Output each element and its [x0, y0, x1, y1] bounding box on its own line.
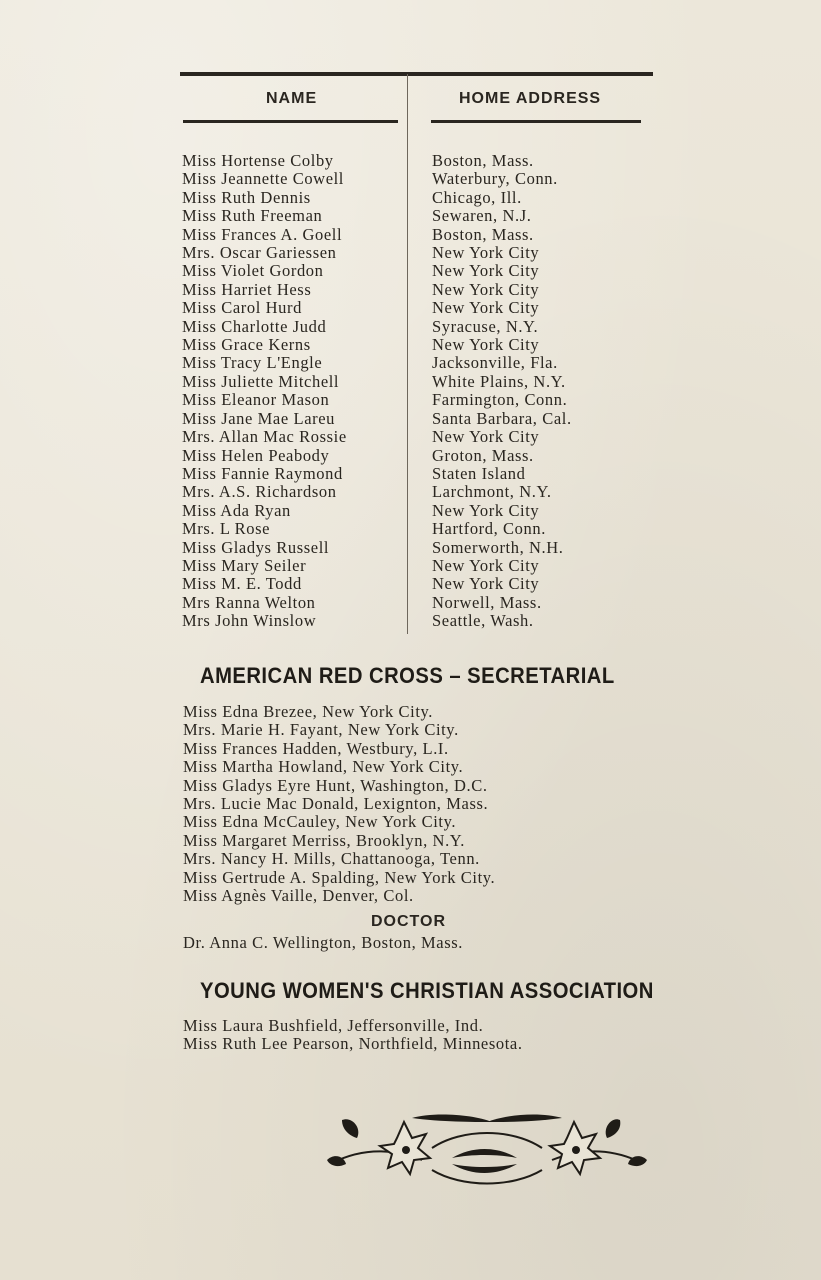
red-cross-member: Miss Edna Brezee, New York City.: [183, 702, 434, 721]
roster-name: Mrs. L Rose: [182, 519, 271, 539]
roster-address: Waterbury, Conn.: [432, 169, 558, 189]
roster-name: Mrs. Allan Mac Rossie: [182, 427, 347, 447]
roster-name: Miss Mary Seiler: [182, 555, 307, 575]
top-rule: [180, 72, 653, 76]
roster-name: Miss Jane Mae Lareu: [182, 408, 335, 428]
roster-address: Hartford, Conn.: [432, 519, 546, 539]
floral-ornament-icon: [322, 1108, 652, 1198]
column-divider: [407, 74, 408, 634]
ywca-member: Miss Ruth Lee Pearson, Northfield, Minnesota.: [183, 1034, 523, 1054]
roster-name: Miss Ruth Dennis: [182, 187, 311, 207]
red-cross-member: Miss Frances Hadden, Westbury, L.I.: [183, 738, 449, 758]
roster-address: New York City: [432, 243, 540, 263]
red-cross-member: Mrs. Lucie Mac Donald, Lexignton, Mass.: [183, 794, 489, 814]
roster-address: Chicago, Ill.: [432, 187, 522, 207]
roster-name: Miss Grace Kerns: [182, 335, 311, 355]
roster-name: Mrs Ranna Welton: [182, 592, 316, 612]
red-cross-member: Miss Margaret Merriss, Brooklyn, N.Y.: [183, 830, 465, 850]
roster-name: Miss Juliette Mitchell: [182, 371, 340, 391]
red-cross-member: Miss Gladys Eyre Hunt, Washington, D.C.: [183, 775, 488, 795]
roster-address: New York City: [432, 261, 540, 281]
roster-name: Miss Charlotte Judd: [182, 316, 327, 336]
red-cross-member: Mrs. Marie H. Fayant, New York City.: [183, 720, 459, 740]
roster-address: Norwell, Mass.: [432, 592, 542, 612]
doctor-heading: DOCTOR: [371, 913, 447, 930]
roster-name: Miss Gladys Russell: [182, 537, 330, 557]
name-header-underline: [183, 120, 398, 123]
roster-name: Miss Hortense Colby: [182, 151, 334, 170]
red-cross-member: Miss Edna McCauley, New York City.: [183, 812, 457, 832]
roster-name: Miss Ada Ryan: [182, 500, 291, 520]
red-cross-title: AMERICAN RED CROSS – SECRETARIAL: [200, 663, 615, 688]
roster-address: Boston, Mass.: [432, 151, 534, 170]
roster-address: Santa Barbara, Cal.: [432, 408, 572, 428]
roster-address: Seattle, Wash.: [432, 611, 534, 631]
roster-address: New York City: [432, 500, 540, 520]
roster-name: Miss Tracy L'Engle: [182, 353, 323, 373]
roster-address: New York City: [432, 298, 540, 318]
roster-address: Staten Island: [432, 463, 526, 483]
ywca-list: [183, 1017, 523, 1054]
names-column: [182, 152, 347, 631]
roster-address: White Plains, N.Y.: [432, 371, 566, 391]
roster-name: Miss Violet Gordon: [182, 261, 324, 281]
roster-name: Mrs John Winslow: [182, 611, 317, 631]
roster-address: New York City: [432, 574, 540, 594]
roster-name: Miss Harriet Hess: [182, 279, 312, 299]
roster-address: Sewaren, N.J.: [432, 206, 532, 226]
roster-name: Miss M. E. Todd: [182, 574, 302, 594]
ywca-title: YOUNG WOMEN'S CHRISTIAN ASSOCIATION: [200, 978, 654, 1003]
roster-address: Somerworth, N.H.: [432, 537, 564, 557]
roster-address: New York City: [432, 427, 540, 447]
roster-address: New York City: [432, 335, 540, 355]
doctor-entry: Dr. Anna C. Wellington, Boston, Mass.: [183, 933, 463, 952]
red-cross-member: Miss Martha Howland, New York City.: [183, 757, 464, 777]
roster-address: Groton, Mass.: [432, 445, 534, 465]
roster-name: Mrs. A.S. Richardson: [182, 482, 337, 502]
addresses-column: [432, 152, 572, 631]
roster-address: Larchmont, N.Y.: [432, 482, 552, 502]
roster-name: Miss Jeannette Cowell: [182, 169, 344, 189]
roster-address: New York City: [432, 279, 540, 299]
roster-name: Miss Eleanor Mason: [182, 390, 330, 410]
red-cross-member: Mrs. Nancy H. Mills, Chattanooga, Tenn.: [183, 849, 480, 869]
roster-address: Boston, Mass.: [432, 224, 534, 244]
roster-name: Mrs. Oscar Gariessen: [182, 243, 337, 263]
roster-address: New York City: [432, 555, 540, 575]
address-header-underline: [431, 120, 641, 123]
roster-address: Jacksonville, Fla.: [432, 353, 558, 373]
roster-name: Miss Carol Hurd: [182, 298, 302, 318]
ywca-member: Miss Laura Bushfield, Jeffersonville, Ind.: [183, 1016, 484, 1035]
name-column-header: NAME: [266, 90, 318, 107]
red-cross-member: Miss Agnès Vaille, Denver, Col.: [183, 886, 414, 906]
roster-address: Syracuse, N.Y.: [432, 316, 539, 336]
red-cross-member: Miss Gertrude A. Spalding, New York City.: [183, 867, 496, 887]
roster-name: Miss Fannie Raymond: [182, 463, 343, 483]
roster-name: Miss Ruth Freeman: [182, 206, 323, 226]
red-cross-list: [183, 703, 495, 905]
address-column-header: HOME ADDRESS: [459, 90, 602, 107]
roster-address: Farmington, Conn.: [432, 390, 568, 410]
roster-name: Miss Helen Peabody: [182, 445, 330, 465]
roster-name: Miss Frances A. Goell: [182, 224, 343, 244]
